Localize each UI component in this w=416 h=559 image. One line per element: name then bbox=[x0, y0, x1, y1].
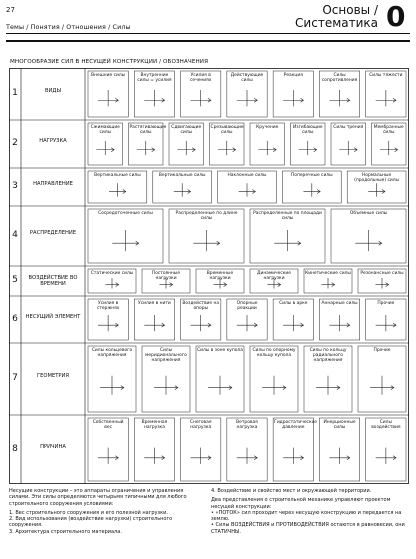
cell-caption: Снеговая нагрузка bbox=[189, 420, 212, 430]
cell-caption: Сосредоточенные силы bbox=[98, 211, 153, 216]
row-number: 8 bbox=[12, 443, 18, 454]
cell-caption: Силы кольцевого напряжения bbox=[91, 348, 133, 358]
cell-caption: Воздействие на опоры bbox=[182, 301, 220, 311]
cell-caption: Временная нагрузка bbox=[141, 420, 168, 430]
cell-caption: Наклонные силы bbox=[227, 173, 267, 178]
footnote-flow: • «ПОТОК» сил проходит через несущую конструкцию и передается на землю. bbox=[211, 509, 402, 523]
cell-caption: Силы по опорному кольцу купола bbox=[252, 348, 296, 358]
row-number: 3 bbox=[12, 181, 18, 191]
row-number: 2 bbox=[12, 138, 18, 148]
cell-caption: Резонансные силы bbox=[360, 271, 404, 276]
header-title bbox=[282, 4, 378, 30]
footnote-item-2: 2. Вид использования (воздействие нагрузки) строительного сооружения. bbox=[9, 516, 173, 529]
header-title-line2: Систематика bbox=[295, 16, 378, 30]
cell-caption: Силы трения bbox=[333, 125, 364, 130]
cell-caption: Силы сопротивления bbox=[321, 73, 358, 83]
footnote-intro: Несущие конструкции – это аппараты ограничения и управления силами. Эти силы определяются четырьмя типичными для любого строительного сооружения условиями: bbox=[9, 488, 187, 507]
row-label: ПРИЧИНА bbox=[40, 443, 66, 450]
row-number: 7 bbox=[12, 373, 18, 383]
header-title-line1: Основы / bbox=[322, 3, 378, 17]
cell-caption: Вертикальные силы bbox=[158, 173, 206, 178]
cell-caption: Прочие bbox=[377, 301, 395, 306]
cell-caption: Динамические нагрузки bbox=[257, 271, 291, 281]
cell-caption: Сдвигающие силы bbox=[171, 125, 202, 135]
footnote-item-1: 1. Вес строительного сооружения и его полезной нагрузки. bbox=[9, 509, 169, 516]
cell-caption: Ветровая нагрузка bbox=[236, 420, 258, 430]
cell-caption: Усилия в стержнях bbox=[96, 301, 120, 311]
cell-caption: Растягивающие силы bbox=[129, 125, 167, 135]
cell-caption: Силы в зоне купола bbox=[197, 348, 243, 353]
cell-caption: Мембранные силы bbox=[373, 125, 404, 135]
footnote-representations: Два представления о строительной механике управляют проектом несущей конструкции: bbox=[211, 497, 391, 510]
row-number: 5 bbox=[12, 275, 18, 285]
row-label: ВИДЫ bbox=[44, 88, 62, 94]
row-number: 4 bbox=[12, 230, 18, 240]
cell-caption: Поперечные силы bbox=[290, 173, 333, 178]
cell-caption: Кручение bbox=[256, 125, 279, 130]
cell-caption: Объемные силы bbox=[349, 211, 388, 216]
cell-caption: Аннарные силы bbox=[321, 301, 358, 306]
page-number: 27 bbox=[6, 6, 15, 14]
cell-caption: Силы тяжести bbox=[369, 73, 403, 78]
cell-caption: Собственный вес bbox=[92, 420, 124, 430]
row-label: НАПРАВЛЕНИЕ bbox=[33, 181, 73, 187]
cell-caption: Опорные реакции bbox=[236, 301, 258, 311]
cell-caption: Силы по кольцу радиального напряжения bbox=[309, 348, 347, 363]
header-rule bbox=[6, 33, 410, 34]
row-number: 1 bbox=[12, 88, 18, 98]
cell-caption: Распределенные по площади силы bbox=[253, 211, 322, 221]
footnote-item-3: 3. Архитектура строительного материала. bbox=[9, 528, 122, 535]
cell-caption: Вертикальные силы bbox=[94, 173, 141, 178]
cell-caption: Статические силы bbox=[90, 271, 134, 276]
row-label: ВОЗДЕЙСТВИЕ ВО ВРЕМЕНИ bbox=[28, 275, 78, 287]
forces-table bbox=[9, 68, 409, 484]
row-label: ГЕОМЕТРИЯ bbox=[36, 373, 70, 379]
cell-caption: Силы меридионального напряжения bbox=[145, 348, 187, 363]
footnotes-right bbox=[211, 488, 407, 535]
cell-caption: Гидростатическое давление bbox=[274, 420, 318, 430]
footnote-equilibrium: • Силы ВОЗДЕЙСТВИЯ и ПРОТИВОДЕЙСТВИЯ остаются в равновесии, они СТАТИЧНЫ. bbox=[211, 522, 405, 535]
cell-caption: Внешние силы bbox=[91, 73, 126, 78]
cell-caption: Инерционные силы bbox=[323, 420, 356, 430]
row-label: НАГРУЗКА bbox=[39, 138, 67, 144]
cell-caption: Сжимающие силы bbox=[90, 125, 120, 135]
cell-caption: Действующие силы bbox=[230, 73, 264, 83]
section-title: МНОГООБРАЗИЕ СИЛ В НЕСУЩЕЙ КОНСТРУКЦИИ / ОБОЗНАЧЕНИЯ bbox=[10, 59, 209, 65]
cell-caption: Реакция bbox=[283, 73, 303, 78]
cell-caption: Внутренние силы = усилия bbox=[137, 73, 172, 83]
cell-caption: Временные нагрузки bbox=[206, 271, 234, 281]
cell-caption: Срезывающие силы bbox=[210, 125, 244, 135]
row-number: 6 bbox=[12, 313, 18, 324]
cell-caption: Силы в арке bbox=[279, 301, 308, 306]
cell-caption: Постоянные нагрузки bbox=[151, 271, 181, 281]
cell-caption: Усилия в сечениях bbox=[190, 73, 212, 83]
row-label: НЕСУЩИЙ ЭЛЕМЕНТ bbox=[25, 313, 81, 320]
cell-caption: Силы воздействия bbox=[371, 420, 401, 430]
header-rule-thick bbox=[6, 40, 410, 42]
cell-caption: Прочие bbox=[373, 348, 391, 353]
cell-caption: Кинетические силы bbox=[305, 271, 351, 276]
row-label: РАСПРЕДЕЛЕНИЕ bbox=[29, 230, 77, 236]
cell-caption: Изгибающие силы bbox=[292, 125, 323, 135]
cell-caption: Распределенные по длине силы bbox=[175, 211, 238, 221]
footnotes-left bbox=[9, 488, 201, 535]
footnote-item-4: 4. Воздействие и свойство мест и окружающей территории. bbox=[211, 488, 372, 494]
breadcrumb: Темы / Понятия / Отношения / Силы bbox=[6, 23, 131, 31]
cell-caption: Усилия в нити bbox=[138, 301, 171, 306]
chapter-number: 0 bbox=[386, 0, 406, 33]
cell-caption: Нормальные (продольные) силы bbox=[354, 173, 400, 183]
